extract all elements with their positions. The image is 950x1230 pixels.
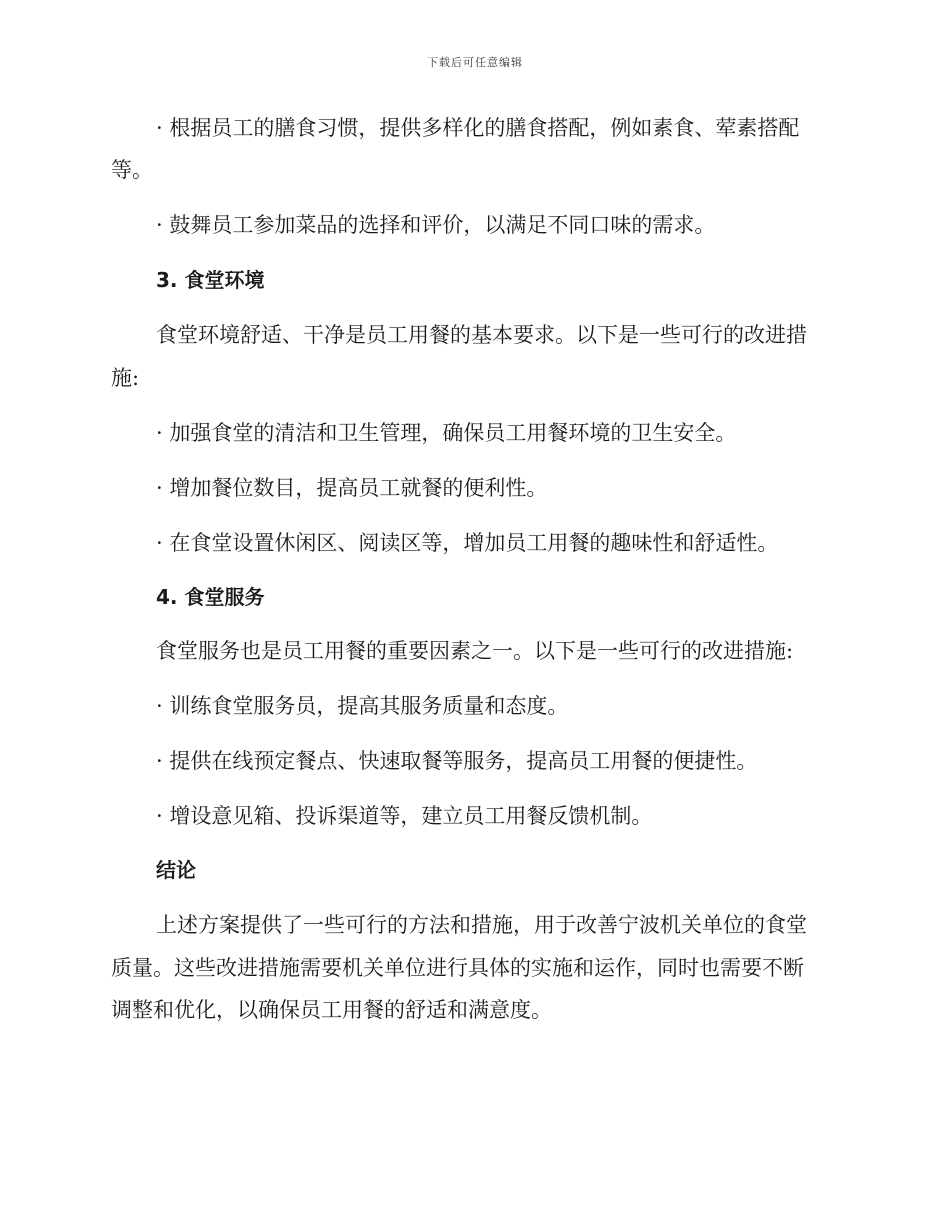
para-conclusion-line3: 调整和优化，以确保员工用餐的舒适和满意度。 — [111, 998, 552, 1022]
para-conclusion-line2: 质量。这些改进措施需要机关单位进行具体的实施和运作，同时也需要不断 — [111, 956, 804, 980]
para-conclusion-line1: 上述方案提供了一些可行的方法和措施，用于改善宁波机关单位的食堂 — [156, 913, 807, 937]
para-environment-line2: 施: — [111, 366, 140, 390]
para-environment-line1: 食堂环境舒适、干净是员工用餐的基本要求。以下是一些可行的改进措 — [156, 323, 807, 347]
heading-environment: 3. 食堂环境 — [156, 268, 265, 292]
bullet-diet-line2: 等。 — [111, 158, 153, 182]
bullet-seating: · 增加餐位数目，提高员工就餐的便利性。 — [156, 476, 548, 500]
bullet-staff-training: · 训练食堂服务员，提高其服务质量和态度。 — [156, 694, 569, 718]
bullet-cleaning: · 加强食堂的清洁和卫生管理，确保员工用餐环境的卫生安全。 — [156, 421, 737, 445]
bullet-leisure-area: · 在食堂设置休闲区、阅读区等，增加员工用餐的趣味性和舒适性。 — [156, 531, 779, 555]
heading-service: 4. 食堂服务 — [156, 585, 265, 609]
heading-conclusion: 结论 — [156, 858, 196, 882]
bullet-online-ordering: · 提供在线预定餐点、快速取餐等服务，提高员工用餐的便捷性。 — [156, 749, 758, 773]
bullet-feedback: · 增设意见箱、投诉渠道等，建立员工用餐反馈机制。 — [156, 804, 653, 828]
para-service: 食堂服务也是员工用餐的重要因素之一。以下是一些可行的改进措施: — [156, 639, 794, 663]
bullet-diet-line1: · 根据员工的膳食习惯，提供多样化的膳食搭配，例如素食、荤素搭配 — [156, 116, 800, 140]
bullet-menu-selection: · 鼓舞员工参加菜品的选择和评价，以满足不同口味的需求。 — [156, 213, 716, 237]
page-header: 下载后可任意编辑 — [427, 56, 523, 69]
